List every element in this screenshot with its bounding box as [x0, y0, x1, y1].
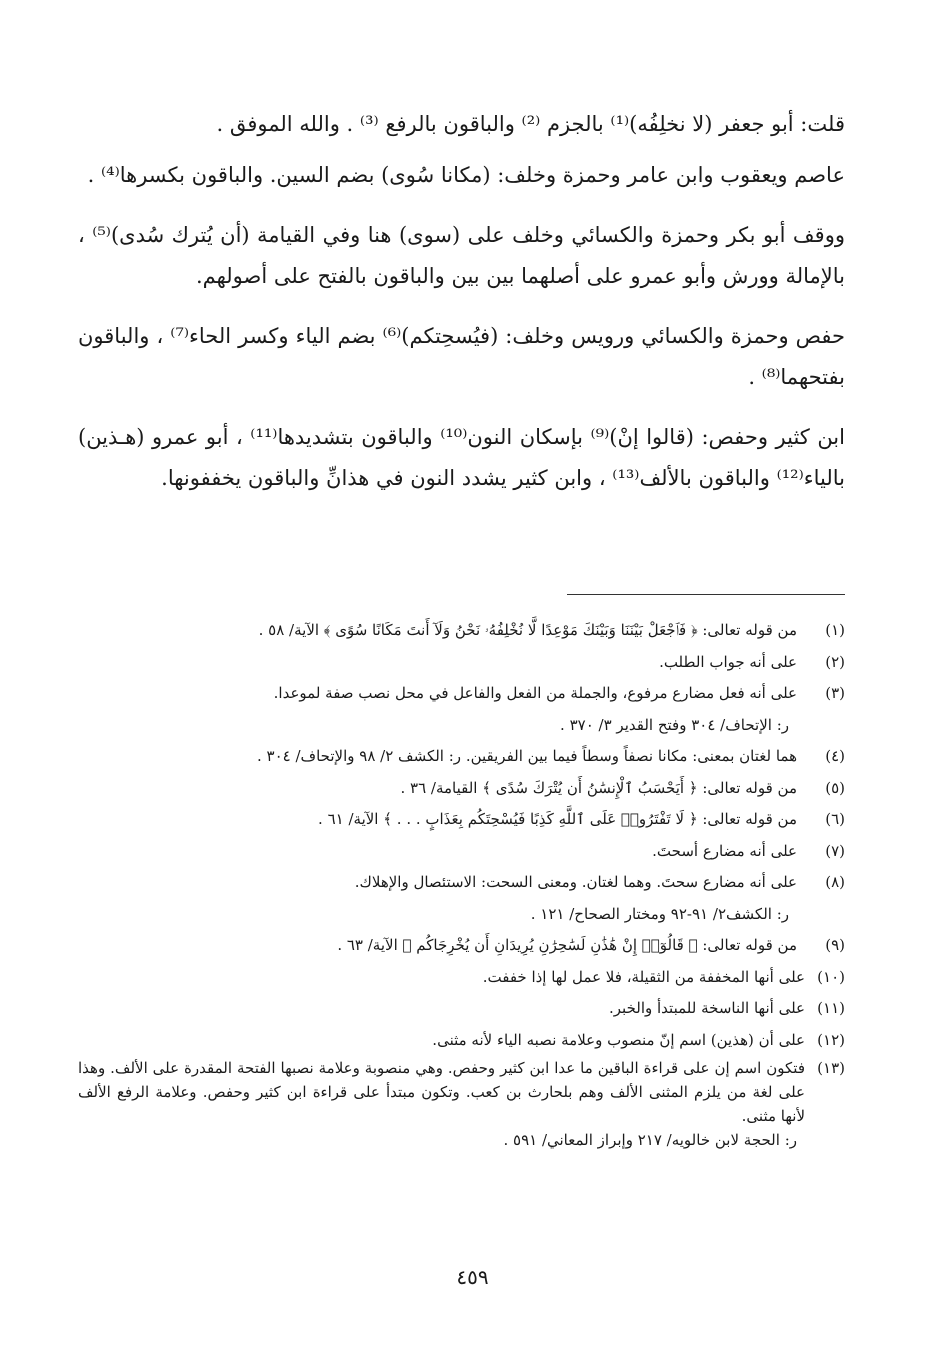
- paragraph-3: ووقف أبو بكر وحمزة والكسائي وخلف على (سوى) هنا وفي القيامة (أن يُترك سُدى)⁽⁵⁾ ، بالإمالة وورش وأبو عمرو على أصلهما بين بين والباقون بالفتح على أصولهم.: [78, 223, 845, 288]
- footnote-10: [78, 962, 845, 994]
- footnote-text: على أنه مضارع سحتَ. وهما لغتان. ومعنى السحت: الاستئصال والإهلاك.: [354, 873, 797, 891]
- footnote-9: [78, 930, 845, 962]
- footnote-number: (٤): [825, 747, 845, 765]
- footnote-12: [78, 1025, 845, 1057]
- footnote-text: على أنها المخففة من الثقيلة، فلا عمل لها إذا خففت.: [482, 967, 805, 986]
- footnote-4: [78, 741, 845, 773]
- paragraph-1: قلت: أبو جعفر (لا نخلِفُه)⁽¹⁾ بالجزم ⁽²⁾ والباقون بالرفع ⁽³⁾ . والله الموفق .: [216, 112, 845, 136]
- footnote-separator: [567, 594, 845, 595]
- main-text: [78, 104, 845, 518]
- footnote-6: [78, 804, 845, 836]
- footnote-8: [78, 867, 845, 930]
- footnote-number: (٧): [825, 841, 845, 860]
- paragraph-5: ابن كثير وحفص: (قالوا إنْ)⁽⁹⁾ بإسكان النون⁽¹⁰⁾ والباقون بتشديدها⁽¹¹⁾ ، أبو عمرو (هـذين) بالياء⁽¹²⁾ والباقون بالألف⁽¹³⁾ ، وابن كثير يشدد النون في هذانِّ والباقون يخففونها.: [78, 425, 845, 490]
- footnote-2: [78, 647, 845, 679]
- footnote-text: هما لغتان بمعنى: مكانا نصفاً وسطاً فيما بين الفريقين. ر: الكشف ٢/ ٩٨ والإتحاف/ ٣٠٤ .: [257, 747, 797, 765]
- footnote-text: فتكون اسم إن على قراءة الباقين ما عدا ابن كثير وحفص. وهي منصوبة وعلامة نصبها الفتحة المقدرة على الألف. وهذا على لغة من يلزم المثنى الألف وهم بلحارث بن كعب. وتكون مبتدأ على قراءة ابن كثير وحفص. وعلامة الرفع الألف لأنها مثنى.: [78, 1059, 805, 1125]
- footnote-3: [78, 678, 845, 741]
- footnote-number: (٣): [825, 684, 845, 702]
- footnote-number: (١١): [817, 999, 845, 1017]
- footnote-text: على أنه مضارع أسحتَ.: [652, 841, 797, 860]
- footnote-number: (٨): [825, 873, 845, 891]
- footnote-number: (٥): [825, 778, 845, 797]
- footnote-11: [78, 993, 845, 1025]
- footnote-number: (١): [825, 621, 845, 639]
- footnote-number: (٦): [825, 810, 845, 828]
- footnote-5: [78, 773, 845, 805]
- footnote-text: على أن (هذين) اسم إنّ منصوب وعلامة نصبه الياء لأنه مثنى.: [432, 1030, 805, 1049]
- footnote-number: (١٠): [817, 967, 845, 986]
- footnote-number: (٩): [825, 936, 845, 954]
- footnote-text: من قوله تعالى: ﴿ قَالُوٓا۟ إِنْ هَٰذَٰنِ لَسَٰحِرَٰنِ يُرِيدَانِ أَن يُخْرِجَاكُم ﴾ الآية/ ٦٣ .: [337, 936, 797, 954]
- paragraph-4: حفص وحمزة والكسائي ورويس وخلف: (فيُسحِتكم)⁽⁶⁾ بضم الياء وكسر الحاء⁽⁷⁾ ، والباقون بفتحهما⁽⁸⁾ .: [78, 324, 845, 389]
- footnote-13: [78, 1056, 845, 1152]
- footnote-reference: ر: الحجة لابن خالويه/ ٢١٧ وإبراز المعاني/ ٥٩١ .: [503, 1131, 797, 1149]
- footnote-7: [78, 836, 845, 868]
- footnote-text: من قوله تعالى: ﴿ فَٱجْعَلْ بَيْنَنَا وَبَيْنَكَ مَوْعِدًا لَّا نُخْلِفُهُۥ نَحْنُ وَلَآ أَنتَ مَكَانًا سُوًى ﴾ الآية/ ٥٨ .: [258, 621, 797, 639]
- footnote-number: (٢): [825, 652, 845, 671]
- footnote-text: على أنه جواب الطلب.: [659, 652, 797, 671]
- page-number: ٤٥٩: [456, 1265, 489, 1289]
- footnote-number: (١٢): [817, 1030, 845, 1049]
- footnote-reference: ر: الإتحاف/ ٣٠٤ وفتح القدير ٣/ ٣٧٠ .: [560, 715, 789, 734]
- footnote-text: على أنه فعل مضارع مرفوع، والجملة من الفعل والفاعل في محل نصب صفة لموعدا.: [273, 684, 797, 702]
- footnote-reference: ر: الكشف٢/ ٩١-٩٢ ومختار الصحاح/ ١٢١ .: [530, 904, 789, 923]
- footnote-text: من قوله تعالى: ﴿ لَا تَفْتَرُوا۟ عَلَى ٱللَّهِ كَذِبًا فَيُسْحِتَكُم بِعَذَابٍ . . . ﴾ الآية/ ٦١ .: [318, 810, 797, 828]
- footnote-number: (١٣): [817, 1059, 845, 1077]
- footnotes: [78, 615, 845, 1152]
- footnote-text: على أنها الناسخة للمبتدأ والخبر.: [609, 999, 805, 1017]
- paragraph-2: عاصم ويعقوب وابن عامر وحمزة وخلف: (مكانا سُوى) بضم السين. والباقون بكسرها⁽⁴⁾ .: [87, 163, 845, 187]
- footnote-1: [78, 615, 845, 647]
- footnote-text: من قوله تعالى: ﴿ أَيَحْسَبُ ٱلْإِنسَٰنُ أَن يُتْرَكَ سُدًى ﴾ القيامة/ ٣٦ .: [400, 778, 797, 797]
